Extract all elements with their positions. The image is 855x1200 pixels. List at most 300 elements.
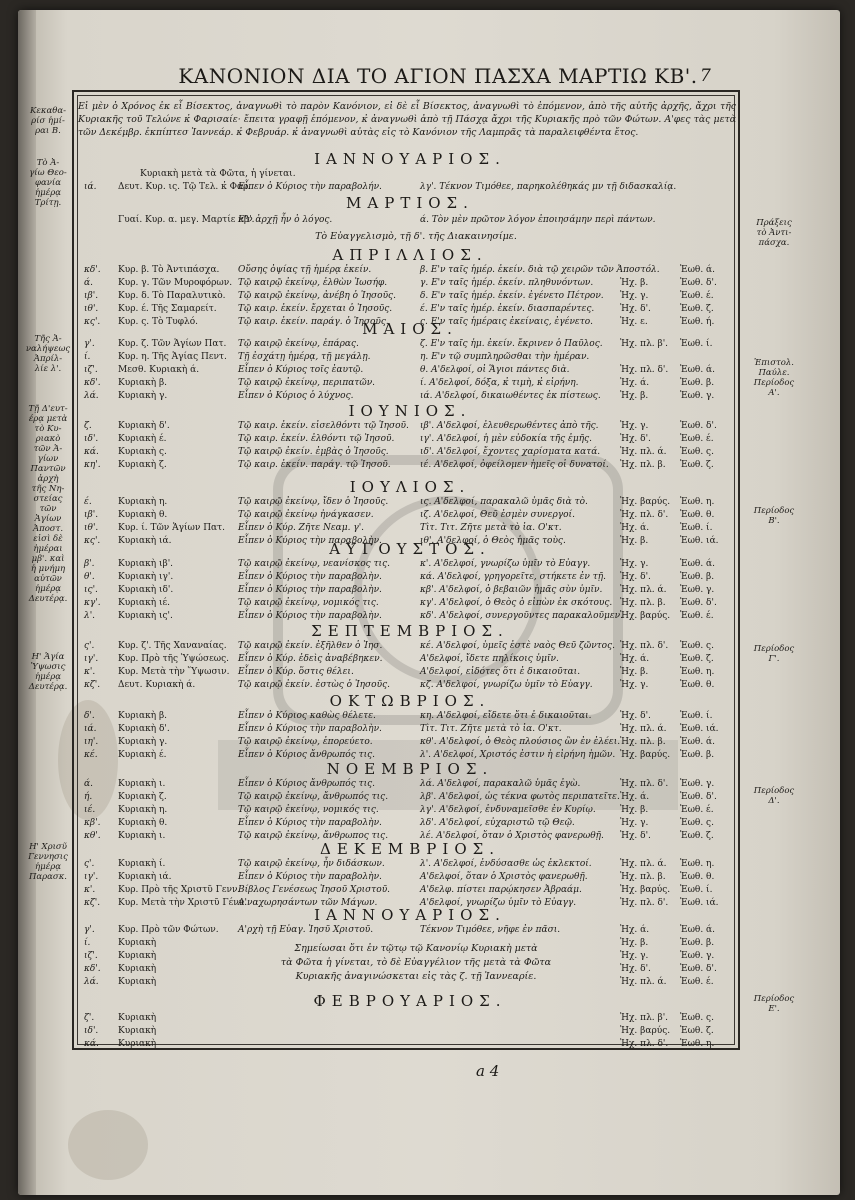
row-date: ιβ'. [84, 510, 99, 520]
row-eothinon: Ἑωθ. έ. [680, 291, 714, 301]
row-sunday: Κυρ. Πρὸ τῆς Ὑψώσεως. [118, 654, 229, 664]
row-date: κη'. [84, 460, 101, 470]
row-date: λά. [84, 391, 99, 401]
note-line-1: Σημείωσαι ὅτι ἐν τῷτῳ τῷ Κανονίῳ Κυριακὴ μετὰ [294, 943, 538, 954]
row-sunday: Κυρ. γ. Τῶν Μυροφόρων. [118, 278, 233, 288]
month-heading-jun: ΙΟΥΝΙΟΣ. [348, 402, 472, 420]
row-date: κά. [84, 447, 99, 457]
row-gospel: Τῷ καιρῷ ἐκείνῳ, ἐπάρας. [238, 339, 359, 349]
row-gospel: Οὔσης ὀψίας τῇ ἡμέρᾳ ἐκείν. [238, 265, 372, 275]
row-epistle: λβ'. Α'δελφοί, ὡς τέκνα φωτὸς περιπατεῖτε. [420, 792, 620, 802]
row-gospel: Α'ναχωρησάντων τῶν Μάγων. [238, 898, 378, 908]
row-sunday: Γυαί. Κυρ. α. μεγ. Μαρτίε κβ'. [118, 215, 255, 225]
row-eothinon: Ἑωθ. ά. [680, 265, 715, 275]
row-gospel: Εἶπεν ὁ Κύριος ἄνθρωπός τις. [238, 750, 376, 760]
row-tone: Ἠχ. πλ. β. [620, 872, 666, 882]
row-tone: Ἠχ. πλ. β. [620, 460, 666, 470]
row-tone: Ἠχ. πλ. β'. [620, 339, 669, 349]
row-date: κδ'. [84, 265, 101, 275]
row-gospel: Εἶπεν ὁ Κύρ. Ζῆτε Νεαμ. γ'. [238, 523, 365, 533]
row-date: κς'. [84, 317, 101, 327]
month-heading-mar: ΜΑΡΤΙΟΣ. [346, 194, 474, 212]
row-sunday: Κυριακὴ έ. [118, 750, 167, 760]
row-gospel: Εἶπεν ὁ Κύρ. ὅστις θέλει. [238, 667, 354, 677]
row-epistle: η. Ε'ν τῷ συμπληρῶσθαι τὴν ἡμέραν. [420, 352, 590, 362]
row-date: έ. [84, 497, 92, 507]
row-eothinon: Ἑωθ. ιά. [680, 724, 719, 734]
row-tone: Ἠχ. ά. [620, 378, 650, 388]
row-date: ί. [84, 352, 91, 362]
row-gospel: Εἶπεν ὁ Κύριος τὴν παραβολήν. [238, 182, 382, 192]
row-gospel: Ε'ν ἀρχῇ ἦν ὁ λόγος. [238, 215, 333, 225]
row-tone: Ἠχ. β. [620, 667, 649, 677]
row-eothinon: Ἑωθ. θ. [680, 510, 715, 520]
row-gospel: Τῷ καιρῷ ἐκείν. ἑστὼς ὁ Ἰησοῦς. [238, 680, 390, 690]
row-gospel: Τῷ καιρῷ ἐκείνῳ, νομικός τις. [238, 598, 379, 608]
row-tone: Ἠχ. πλ. ά. [620, 447, 667, 457]
row-tone: Ἠχ. πλ. δ'. [620, 365, 669, 375]
row-tone: Ἠχ. πλ. β. [620, 737, 666, 747]
row-date: ιδ'. [84, 1026, 99, 1036]
row-date: κ'. [84, 667, 96, 677]
row-epistle: λδ'. Α'δελφοί, εὐχαριστῶ τῷ Θεῷ. [420, 818, 575, 828]
row-gospel: Τῷ καιρῷ ἐκείνῳ, ἀνέβη ὁ Ἰησοῦς. [238, 291, 396, 301]
row-tone: Ἠχ. δ'. [620, 711, 651, 721]
row-tone: Ἠχ. δ'. [620, 831, 651, 841]
row-sunday: Δευτ. Κυρ. ις. Τῷ Τελ. κ̓ Φαρ. [118, 182, 252, 192]
row-eothinon: Ἑωθ. γ. [680, 951, 715, 961]
month-heading-aug: ΑΥΓΟΥΣΤΟΣ. [329, 540, 491, 558]
row-epistle: β. Ε'ν ταῖς ἡμέρ. ἐκείν. διὰ τῷ χειρῶν τῶν Ἀποστόλ. [420, 265, 660, 275]
row-epistle: ιθ'. Α'δελφοί, ὁ Θεὸς ἡμᾶς τοὺς. [420, 536, 566, 546]
row-date: γ'. [84, 339, 95, 349]
row-eothinon: Ἑωθ. β. [680, 572, 715, 582]
row-date: λά. [84, 977, 99, 987]
row-tone: Ἠχ. πλ. β'. [620, 1013, 669, 1023]
row-sunday: Κυριακὴ ί. [118, 859, 166, 869]
row-epistle: ιβ'. Α'δελφοί, ἐλευθερωθέντες ἀπὸ τῆς. [420, 421, 599, 431]
row-date: λ'. [84, 611, 96, 621]
row-sunday: Κυρ. ζ'. Τῆς Χαναναίας. [118, 641, 227, 651]
row-tone: Ἠχ. γ. [620, 421, 649, 431]
row-epistle: λ'. Α'δελφοί, Χριστός ἐστιν ἡ εἰρήνη ἡμῶν. [420, 750, 616, 760]
row-epistle: ιά. Α'δελφοί, δικαιωθέντες ἐκ πίστεως. [420, 391, 601, 401]
row-sunday: Κυριακὴ η. [118, 805, 168, 815]
month-heading-may: ΜΑΙΟΣ. [362, 320, 458, 338]
row-epistle: κά. Α'δελφοί, γρηγορεῖτε, στήκετε ἐν τῇ. [420, 572, 606, 582]
row-eothinon: Ἑωθ. ί. [680, 885, 713, 895]
row-eothinon: Ἑωθ. ς. [680, 1013, 714, 1023]
row-gospel: Εἶπεν ὁ Κύριος τὴν παραβολὴν. [238, 818, 382, 828]
row-sunday: Κυρ. β. Τὸ Ἀντιπάσχα. [118, 265, 220, 275]
row-gospel: Τῷ καιρ. ἐκείν. παράγ. ὁ Ἰησοῦς. [238, 317, 389, 327]
row-sunday: Κυριακὴ [118, 1026, 157, 1036]
row-epistle: Α'δελφοί, γνωρίζω ὑμῖν τὸ Εὐαγγ. [420, 898, 577, 908]
row-date: ιέ. [84, 805, 96, 815]
row-tone: Ἠχ. πλ. δ'. [620, 641, 669, 651]
row-epistle: δ. Ε'ν ταῖς ἡμέρ. ἐκείν. ἐγένετο Πέτρον. [420, 291, 604, 301]
row-eothinon: Ἑωθ. ζ. [680, 1026, 714, 1036]
row-sunday: Κυριακὴ η. [118, 497, 168, 507]
row-sunday: Κυριακὴ ι. [118, 831, 166, 841]
row-tone: Ἠχ. γ. [620, 951, 649, 961]
row-epistle: κγ'. Α'δελφοί, ὁ Θεὸς ὁ εἰπὼν ἐκ σκότους. [420, 598, 613, 608]
row-sunday: Δευτ. Κυριακὴ ά. [118, 680, 196, 690]
row-epistle: κδ'. Α'δελφοί, συνεργοῦντες παρακαλοῦμεν. [420, 611, 624, 621]
row-tone: Ἠχ. βαρύς. [620, 497, 671, 507]
row-tone: Ἠχ. ά. [620, 925, 650, 935]
row-sunday: Κυρ. ζ. Τῶν Ἁγίων Πατ. [118, 339, 227, 349]
printer-signature: a 4 [476, 1062, 500, 1080]
margin-note: Ἐπιστολ. Παύλε. Περίοδος Α'. [753, 358, 795, 398]
row-sunday: Κυριακὴ ιά. [118, 872, 172, 882]
row-sunday: Κυριακὴ [118, 977, 157, 987]
row-date: ιθ'. [84, 304, 99, 314]
month-heading-oct: ΟΚΤΩΒΡΙΟΣ. [329, 692, 491, 710]
row-eothinon: Ἑωθ. ά. [680, 737, 715, 747]
row-eothinon: Ἑωθ. η. [680, 859, 715, 869]
row-date: γ'. [84, 925, 95, 935]
row-date: κς'. [84, 536, 101, 546]
row-epistle: ιζ. Α'δελφοί, Θεῦ ἐσμὲν συνεργοί. [420, 510, 575, 520]
row-eothinon: Ἑωθ. ά. [680, 365, 715, 375]
note-line-2: τὰ Φῶτα ἡ γίνεται, τὸ δὲ Εὐαγγέλιον τῆς μετὰ τὰ Φῶτα [280, 957, 552, 968]
row-date: κβ'. [84, 818, 101, 828]
row-date: ιά. [84, 182, 97, 192]
row-tone: Ἠχ. β. [620, 536, 649, 546]
row-gospel: Εἶπεν ὁ Κύριος τὴν παραβολὴν. [238, 872, 382, 882]
month-heading-dec: ΔΕΚΕΜΒΡΙΟΣ. [319, 840, 500, 858]
month-heading-feb: ΦΕΒΡΟΥΑΡΙΟΣ. [313, 992, 507, 1010]
row-tone: Ἠχ. δ'. [620, 572, 651, 582]
row-date: ή. [84, 792, 93, 802]
row-epistle: Α'δελφοί, ἴδετε πηλίκοις ὑμῖν. [420, 654, 559, 664]
row-epistle: έ. Ε'ν ταῖς ἡμέρ. ἐκείν. διασπαρέντες. [420, 304, 595, 314]
row-gospel: Βίβλος Γενέσεως Ἰησοῦ Χριστοῦ. [238, 885, 391, 895]
row-epistle: Α'δελφ. πίστει παρῴκησεν Ἀβραάμ. [420, 885, 582, 895]
margin-note: Περίοδος Ε'. [753, 994, 795, 1014]
row-gospel: Τῷ καιρῷ ἐκείνῳ, περιπατῶν. [238, 378, 376, 388]
row-epistle: κβ'. Α'δελφοί, ὁ βεβαιῶν ἡμᾶς σὺν ὑμῖν. [420, 585, 603, 595]
row-tone: Ἠχ. βαρύς. [620, 1026, 671, 1036]
row-gospel: Τῷ καιρῷ ἐκείνῳ, νομικός τις. [238, 805, 379, 815]
row-tone: Ἠχ. β. [620, 278, 649, 288]
row-eothinon: Ἑωθ. β. [680, 750, 715, 760]
row-eothinon: Ἑωθ. δ'. [680, 278, 717, 288]
row-gospel: Τῷ καιρῷ ἐκείνῳ, ἄνθρωπός τις. [238, 792, 389, 802]
row-epistle: λγ'. Α'δελφοί, ἐνδυναμεῖσθε ἐν Κυρίῳ. [420, 805, 596, 815]
row-date: κ'. [84, 885, 96, 895]
row-date: ζ. [84, 421, 92, 431]
row-epistle: κη. Α'δελφοί, εἴδετε ὅτι ἐ δικαιοῦται. [420, 711, 592, 721]
note-line-3: Κυριακῆς ἀναγινώσκεται εἰς τὰς ζ. τῇ Ἰαννεαρίε. [295, 971, 537, 982]
row-eothinon: Ἑωθ. δ'. [680, 964, 717, 974]
row-eothinon: Ἑωθ. ς. [680, 641, 714, 651]
row-sunday: Κυρ. Πρὸ τῆς Χριστῦ Γενν. [118, 885, 241, 895]
water-stain [68, 1110, 148, 1180]
row-gospel: Τῷ καιρῷ ἐκείνῳ, ἴδεν ὁ Ἰησοῦς. [238, 497, 389, 507]
row-eothinon: Ἑωθ. ιά. [680, 536, 719, 546]
month-heading-jan2: ΙΑΝΝΟΥΑΡΙΟΣ. [314, 906, 506, 924]
row-sunday: Κυριακὴ θ. [118, 818, 168, 828]
row-epistle: λά. Α'δελφοί, παρακαλῶ ὑμᾶς ἐγὼ. [420, 779, 581, 789]
row-epistle: Τὶτ. Τιτ. Ζῆτε μετὰ τὸ ἰα. Ο'κτ. [420, 523, 562, 533]
row-epistle: κ'. Α'δελφοί, γνωρίζω ὑμῖν τὸ Εὐαγγ. [420, 559, 591, 569]
row-epistle: ί. Α'δελφοί, δόξα, κ̓ τιμὴ, κ̓ εἰρήνη. [420, 378, 579, 388]
row-date: ιζ'. [84, 365, 98, 375]
margin-note: Τὸ Ἀ- γίω Θεο- φανία ἡμέρᾳ Τρίτῃ. [29, 158, 67, 208]
row-gospel: Τῷ καιρ. ἐκείν. εἰσελθόντι τῷ Ἰησοῦ. [238, 421, 409, 431]
row-date: ιη'. [84, 737, 99, 747]
row-sunday: Κυρ. η. Τῆς Ἁγίας Πεντ. [118, 352, 227, 362]
row-eothinon: Ἑωθ. έ. [680, 611, 714, 621]
table-row: Κυριακὴ μετὰ τὰ Φῶτα, ἡ γίνεται. [140, 169, 296, 179]
row-tone: Ἠχ. δ'. [620, 964, 651, 974]
row-sunday: Κυριακὴ [118, 964, 157, 974]
margin-note: Η' Χρισῦ Γεννησις ἡμέρᾳ Παρασκ. [28, 842, 68, 882]
row-tone: Ἠχ. πλ. β. [620, 598, 666, 608]
row-date: ς'. [84, 641, 95, 651]
row-date: ιά. [84, 724, 97, 734]
intro-paragraph: Εἰ μὲν ὁ Χρόνος ἐκ εἶ Βίσεκτος, ἀναγνωθὶ τὸ παρὸν Κανόνιον, εἰ δὲ εἶ Βίσεκτος, ἀναγνωθὶ τὸ ἑπόμενον, ἀπὸ τῆς αὐτῆς ἀρχῆς, ἄχρι τῆς Κυριακῆς τοῦ Τελώνε κ̓ Φαρισαίε· ἔπειτα γραφῇ ἑπόμενον, κ̓ ἀναγνωθὶ ἀπὸ τῇ Πάσχᾳ ἄχρι τῆς Κυριακῆς πρὸ τῶν Φώτων. Α'φες τὰς μετὰ τῶν Δεκέμβρ. ἐκπίπτεσ Ἰαννεάρ. κ̓ Φεβρυάρ. κ̓ ἀναγνωθὶ αὐτὰς εἰς τὸ Κανόνιον τῆς Λαμπρᾶς τὰ παραλειφθέντα ἔτος. [78, 101, 736, 138]
row-sunday: Κυρ. έ. Τῆς Σαμαρείτ. [118, 304, 217, 314]
row-sunday: Κυριακὴ ιβ'. [118, 559, 174, 569]
row-sunday: Κυριακὴ ζ. [118, 460, 167, 470]
row-sunday: Κυριακὴ γ. [118, 391, 168, 401]
row-date: θ'. [84, 572, 95, 582]
page-title: ΚΑΝΟΝΙΟΝ ΔΙΑ ΤΟ ΑΓΙΟΝ ΠΑΣΧΑ ΜΑΡΤΙΩ ΚΒ'. [178, 64, 698, 88]
margin-note: Τῆς Ἀ- ναλήψεως Ἀπρίλ- λίε λ'. [25, 334, 71, 374]
row-epistle: ς. Ε'ν ταῖς ἡμέραις ἐκείναις, ἐγένετο. [420, 317, 594, 327]
margin-note: Περίοδος Β'. [753, 506, 795, 526]
row-epistle: ιγ'. Α'δελφοί, ἡ μὲν εὐδοκία τῆς ἐμῆς. [420, 434, 593, 444]
margin-note: Τῇ Δ'ευτ- έρᾳ μετὰ τὸ Κυ- ριακὸ τῶν Ἁ- γίων Παντῶν ἀρχὴ τῆς Νη- στείας τῶν Ἁγίων Ἀποστ. εἰσὶ δὲ ἡμέραι μβ'. καὶ ἡ μνήμη αὐτῶν ἡμέρᾳ Δευτέρᾳ. [28, 404, 68, 604]
row-tone: Ἠχ. ά. [620, 523, 650, 533]
row-sunday: Κυρ. Μετὰ τὴν Χριστῦ Γένν. [118, 898, 248, 908]
row-eothinon: Ἑωθ. έ. [680, 805, 714, 815]
row-sunday: Κυριακὴ [118, 1013, 157, 1023]
row-date: ις'. [84, 585, 98, 595]
row-epistle: γ. Ε'ν ταῖς ἡμέρ. ἐκείν. πληθυνόντων. [420, 278, 594, 288]
row-gospel: Τῷ καιρ. ἐκείν. παράγ. τῷ Ἰησοῦ. [238, 460, 391, 470]
row-gospel: Εἶπεν ὁ Κύριος τοῖς ἑαυτῷ. [238, 365, 364, 375]
row-sunday: Μεσθ. Κυριακὴ ά. [118, 365, 200, 375]
row-epistle: ις. Α'δελφοί, παρακαλῶ ὑμᾶς διὰ τὸ. [420, 497, 588, 507]
row-eothinon: Ἑωθ. ί. [680, 339, 713, 349]
row-gospel: Τῷ καιρῷ ἐκείνῳ, νεανίσκος τις. [238, 559, 390, 569]
row-sunday: Κυρ. Πρὸ τῶν Φώτων. [118, 925, 219, 935]
row-sunday: Κυριακὴ [118, 938, 157, 948]
row-date: δ'. [84, 711, 95, 721]
row-date: ιγ'. [84, 872, 99, 882]
row-eothinon: Ἑωθ. ή. [680, 317, 715, 327]
row-sunday: Κυριακὴ [118, 951, 157, 961]
row-eothinon: Ἑωθ. ς. [680, 818, 714, 828]
row-gospel: Εἶπεν ὁ Κύριος καθὼς θέλετε. [238, 711, 376, 721]
row-gospel: Α'ρχὴ τῇ Εὐαγ. Ἰησῦ Χριστοῦ. [238, 925, 374, 935]
row-sunday: Κυριακὴ ιγ'. [118, 572, 174, 582]
row-tone: Ἠχ. πλ. δ'. [620, 779, 669, 789]
row-tone: Ἠχ. γ. [620, 291, 649, 301]
month-heading-apr: ΑΠΡΙΛΛΙΟΣ. [332, 246, 488, 264]
row-gospel: Εἶπεν ὁ Κύριος ἄνθρωπός τις. [238, 779, 376, 789]
row-sunday: Κυριακὴ ς. [118, 447, 167, 457]
row-gospel: Τῷ καιρῷ ἐκείνῳ, ἐπορεύετο. [238, 737, 373, 747]
row-gospel: Τῷ καιρ. ἐκείν. ἔρχεται ὁ Ἰησοῦς. [238, 304, 393, 314]
row-eothinon: Ἑωθ. ζ. [680, 304, 714, 314]
row-tone: Ἠχ. πλ. δ'. [620, 510, 669, 520]
row-sunday: Κυριακὴ δ'. [118, 724, 170, 734]
row-sunday: Κυρ. Μετὰ τὴν Ὕψωσιν. [118, 667, 230, 677]
month-heading-sep: ΣΕΠΤΕΜΒΡΙΟΣ. [311, 622, 509, 640]
row-sunday: Κυριακὴ β. [118, 711, 168, 721]
row-epistle: θ. Α'δελφοί, οἱ Ἅγιοι πάντες διὰ. [420, 365, 570, 375]
row-eothinon: Ἑωθ. δ'. [680, 421, 717, 431]
row-date: κγ'. [84, 598, 101, 608]
row-tone: Ἠχ. ε. [620, 317, 648, 327]
row-sunday: Κυρ. ς. Τὸ Τυφλό. [118, 317, 199, 327]
row-eothinon: Ἑωθ. ά. [680, 559, 715, 569]
row-tone: Ἠχ. πλ. ά. [620, 585, 667, 595]
margin-note: Κεκαθα- ρίσ ἡμί- ραι Β. [30, 106, 66, 136]
row-gospel: Εἶπεν ὁ Κύριος ὁ λύχνος. [238, 391, 354, 401]
row-eothinon: Ἑωθ. β. [680, 378, 715, 388]
row-sunday: Κυριακὴ [118, 1039, 157, 1049]
row-date: κδ'. [84, 378, 101, 388]
row-eothinon: Ἑωθ. η. [680, 1039, 715, 1049]
row-date: ιβ'. [84, 291, 99, 301]
row-date: ιζ'. [84, 951, 98, 961]
row-gospel: Τῷ καιρῷ ἐκείνῳ, ἦν διδάσκων. [238, 859, 385, 869]
page-number: 7 [700, 66, 711, 86]
row-eothinon: Ἑωθ. έ. [680, 977, 714, 987]
row-epistle: ά. Τὸν μὲν πρῶτον λόγον ἐποιησάμην περὶ πάντων. [420, 215, 656, 225]
row-date: ιθ'. [84, 523, 99, 533]
row-eothinon: Ἑωθ. γ. [680, 585, 715, 595]
month-heading-jul: ΙΟΥΛΙΟΣ. [349, 478, 471, 496]
row-eothinon: Ἑωθ. ί. [680, 523, 713, 533]
row-sunday: Κυριακὴ ιδ'. [118, 585, 174, 595]
row-eothinon: Ἑωθ. δ'. [680, 598, 717, 608]
row-gospel: Εἶπεν ὁ Κύριος τὴν παραβολὴν. [238, 724, 382, 734]
row-tone: Ἠχ. βαρύς. [620, 611, 671, 621]
row-tone: Ἠχ. πλ. ά. [620, 977, 667, 987]
row-eothinon: Ἑωθ. η. [680, 667, 715, 677]
row-epistle: Α'δελφοί, εἰδότες ὅτι ἐ δικαιοῦται. [420, 667, 581, 677]
row-eothinon: Ἑωθ. ά. [680, 925, 715, 935]
row-gospel: Τῷ καιρῷ ἐκείνῳ, ἐλθὼν Ἰωσήφ. [238, 278, 388, 288]
row-date: κδ'. [84, 964, 101, 974]
row-tone: Ἠχ. δ'. [620, 434, 651, 444]
row-eothinon: Ἑωθ. ί. [680, 711, 713, 721]
row-gospel: Εἶπεν ὁ Κύριος τὴν παραβολὴν. [238, 611, 382, 621]
row-epistle: Τὶτ. Τιτ. Ζῆτε μετὰ τὸ ἰα. Ο'κτ. [420, 724, 562, 734]
row-tone: Ἠχ. πλ. δ'. [620, 898, 669, 908]
row-tone: Ἠχ. ά. [620, 654, 650, 664]
row-tone: Ἠχ. γ. [620, 559, 649, 569]
row-sunday: Κυριακὴ θ. [118, 510, 168, 520]
row-eothinon: Ἑωθ. ζ. [680, 654, 714, 664]
row-sunday: Κυριακὴ β. [118, 378, 168, 388]
row-gospel: Τῇ ἐσχάτῃ ἡμέρᾳ, τῇ μεγάλῃ. [238, 352, 371, 362]
row-date: ά. [84, 779, 93, 789]
row-eothinon: Ἑωθ. ζ. [680, 460, 714, 470]
row-tone: Ἠχ. πλ. ά. [620, 859, 667, 869]
row-tone: Ἠχ. β. [620, 391, 649, 401]
row-date: ιγ'. [84, 654, 99, 664]
row-date: ζ'. [84, 1013, 95, 1023]
row-date: ί. [84, 938, 91, 948]
row-date: κζ'. [84, 680, 101, 690]
margin-note: Περίοδος Γ'. [753, 644, 795, 664]
row-epistle: λγ'. Τέκνον Τιμόθεε, παρηκολέθηκάς μν τῇ διδασκαλίᾳ. [420, 182, 677, 192]
row-epistle: λέ. Α'δελφοί, ὅταν ὁ Χριστὸς φανερωθῇ. [420, 831, 604, 841]
row-epistle: ζ. Ε'ν ταῖς ἡμ. ἐκείν. ἔκρινεν ὁ Παῦλος. [420, 339, 603, 349]
row-gospel: Τῷ καιρῷ ἐκείνῳ ἠνάγκασεν. [238, 510, 374, 520]
row-eothinon: Ἑωθ. β. [680, 938, 715, 948]
row-tone: Ἠχ. β. [620, 938, 649, 948]
margin-note: Η' Ἁγία Ὑψωσις ἡμέρᾳ Δευτέρᾳ. [28, 652, 68, 692]
margin-note: Πράξεις τὸ Ἀντι- πάσχα. [756, 218, 792, 248]
row-gospel: Εἶπεν ὁ Κύριος τὴν παραβολὴν. [238, 572, 382, 582]
row-sunday: Κυριακὴ ιέ. [118, 598, 171, 608]
row-date: κζ'. [84, 898, 101, 908]
row-sunday: Κυριακὴ ιά. [118, 536, 172, 546]
row-epistle: Τέκνον Τιμόθεε, νῆφε ἐν πᾶσι. [420, 925, 561, 935]
row-epistle: κζ. Α'δελφοί, γνωρίζω ὑμῖν τὸ Εὐαγγ. [420, 680, 593, 690]
row-tone: Ἠχ. β. [620, 805, 649, 815]
row-tone: Ἠχ. βαρύς. [620, 885, 671, 895]
margin-note: Περίοδος Δ'. [753, 786, 795, 806]
annunciation-note: Τὸ Εὐαγγελισμὸ, τῇ δ'. τῆς Διακαινησίμε. [315, 231, 517, 242]
month-heading-jan: ΙΑΝΝΟΥΑΡΙΟΣ. [314, 150, 506, 168]
row-eothinon: Ἑωθ. θ. [680, 872, 715, 882]
row-tone: Ἠχ. πλ. δ'. [620, 1039, 669, 1049]
row-date: ιδ'. [84, 434, 99, 444]
row-tone: Ἠχ. ά. [620, 792, 650, 802]
row-date: β'. [84, 559, 95, 569]
row-eothinon: Ἑωθ. θ. [680, 680, 715, 690]
row-gospel: Εἶπεν ὁ Κύριος τὴν παραβολὴν. [238, 585, 382, 595]
row-epistle: ιδ'. Α'δελφοί, ἔχοντες χαρίσματα κατά. [420, 447, 601, 457]
row-gospel: Τῷ καιρῷ ἐκείν. ἐξῆλθεν ὁ Ἰησ. [238, 641, 383, 651]
row-gospel: Εἶπεν ὁ Κύριος τὴν παραβολὴν. [238, 536, 382, 546]
row-date: ς'. [84, 859, 95, 869]
row-sunday: Κυριακὴ γ. [118, 737, 168, 747]
row-tone: Ἠχ. γ. [620, 818, 649, 828]
row-epistle: κθ'. Α'δελφοί, ὁ Θεὸς πλούσιος ὢν ἐν ἐλέει. [420, 737, 621, 747]
row-gospel: Τῷ καιρ. ἐκείν. ἐλθόντι τῷ Ἰησοῦ. [238, 434, 395, 444]
row-sunday: Κυριακὴ ις'. [118, 611, 173, 621]
row-eothinon: Ἑωθ. ιά. [680, 898, 719, 908]
row-tone: Ἠχ. βαρύς. [620, 750, 671, 760]
row-eothinon: Ἑωθ. γ. [680, 391, 715, 401]
row-eothinon: Ἑωθ. ζ. [680, 831, 714, 841]
row-epistle: ιέ. Α'δελφοί, ὀφείλομεν ἡμεῖς οἱ δυνατοί. [420, 460, 609, 470]
row-eothinon: Ἑωθ. γ. [680, 779, 715, 789]
row-epistle: Α'δελφοί, ὅταν ὁ Χριστὸς φανερωθῇ. [420, 872, 588, 882]
row-sunday: Κυριακὴ έ. [118, 434, 167, 444]
row-date: κθ'. [84, 831, 101, 841]
row-gospel: Τῷ καιρῷ ἐκείν. ἐμβὰς ὁ Ἰησοῦς. [238, 447, 389, 457]
row-gospel: Τῷ καιρῷ ἐκείνῳ, ἄνθρωπος τις. [238, 831, 389, 841]
row-tone: Ἠχ. γ. [620, 680, 649, 690]
row-date: κέ. [84, 750, 98, 760]
row-eothinon: Ἑωθ. ς. [680, 447, 714, 457]
row-gospel: Εἶπεν ὁ Κύρ. ἐδεὶς ἀναβέβηκεν. [238, 654, 383, 664]
row-eothinon: Ἑωθ. έ. [680, 434, 714, 444]
row-eothinon: Ἑωθ. η. [680, 497, 715, 507]
